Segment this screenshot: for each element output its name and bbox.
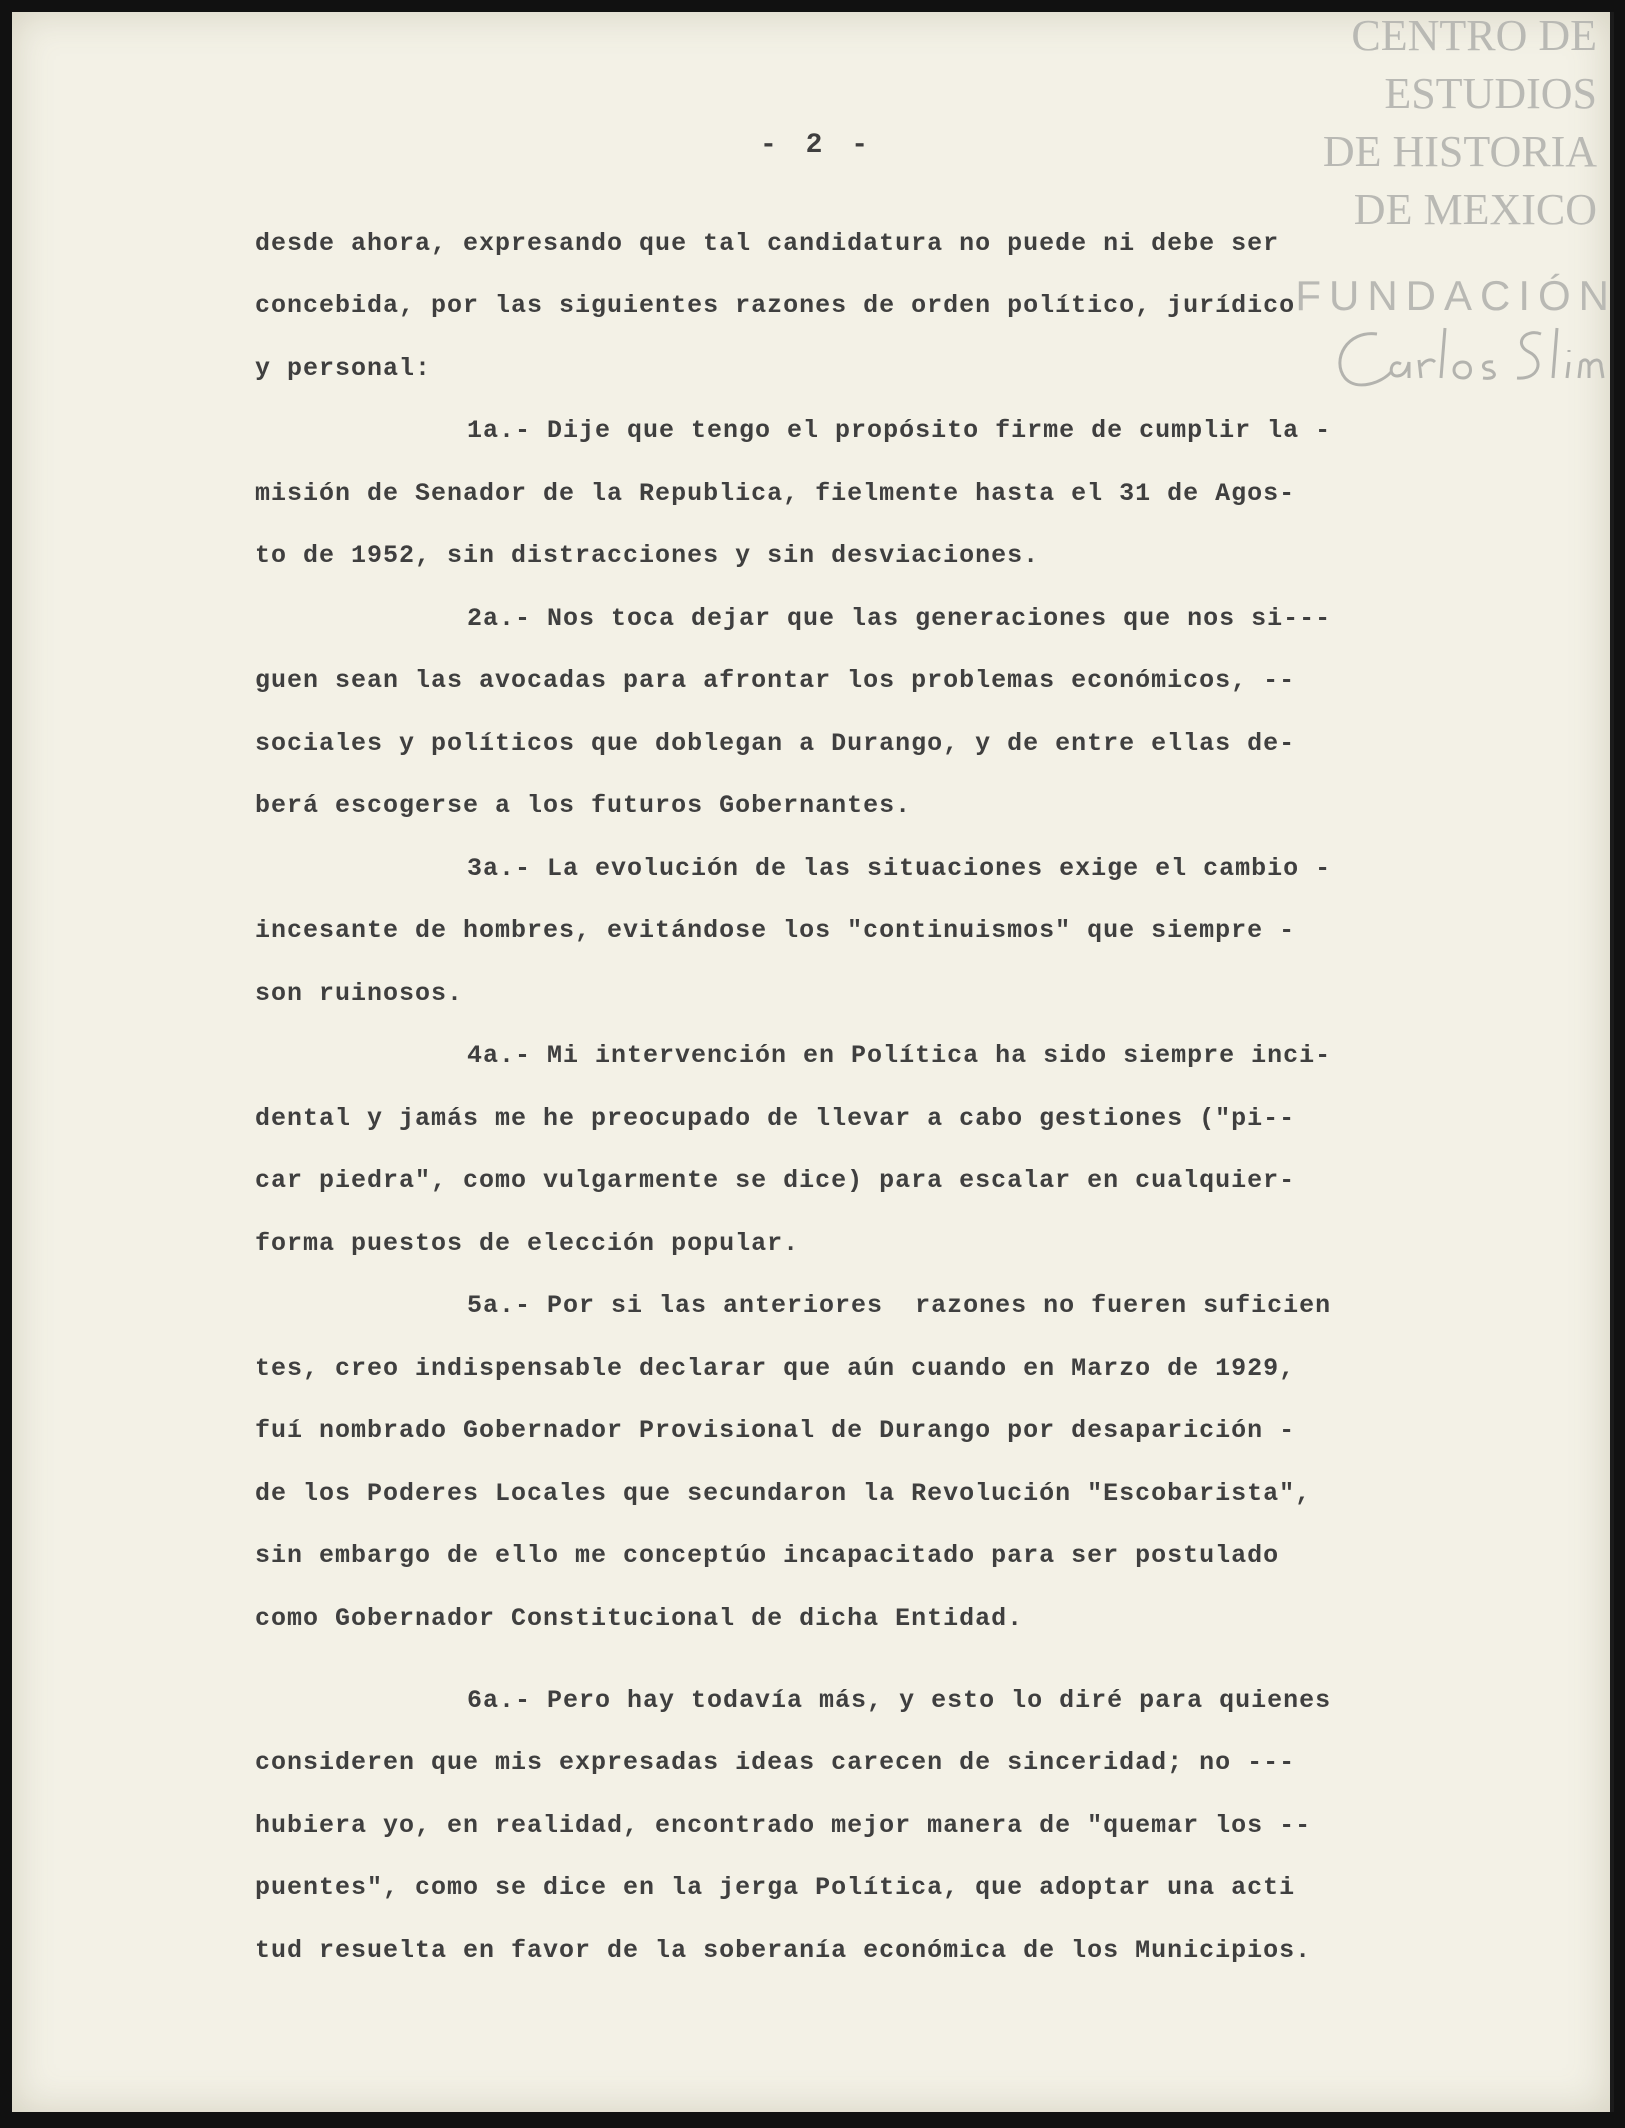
text-line-4: 1a.- Dije que tengo el propósito firme de cumplir la - bbox=[467, 416, 1332, 445]
watermark-foundation: FUNDACIÓN bbox=[1295, 272, 1617, 319]
text-line-20: fuí nombrado Gobernador Provisional de Durango por desaparición - bbox=[255, 1416, 1296, 1445]
watermark-line-1: CENTRO DE bbox=[1351, 11, 1597, 60]
text-line-12: incesante de hombres, evitándose los "continuismos" que siempre - bbox=[255, 916, 1296, 945]
text-line-9: sociales y políticos que doblegan a Durango, y de entre ellas de- bbox=[255, 729, 1296, 758]
text-line-22: sin embargo de ello me conceptúo incapacitado para ser postulado bbox=[255, 1541, 1280, 1570]
archive-watermark bbox=[1295, 0, 1625, 420]
text-line-13: son ruinosos. bbox=[255, 979, 464, 1008]
text-line-10: berá escogerse a los futuros Gobernantes. bbox=[255, 791, 912, 820]
text-line-26: hubiera yo, en realidad, encontrado mejor manera de "quemar los -- bbox=[255, 1811, 1312, 1840]
text-line-24: 6a.- Pero hay todavía más, y esto lo diré para quienes bbox=[467, 1686, 1332, 1715]
text-line-7: 2a.- Nos toca dejar que las generaciones que nos si--- bbox=[467, 604, 1332, 633]
signature-logo-icon bbox=[1317, 320, 1617, 400]
text-line-15: dental y jamás me he preocupado de llevar a cabo gestiones ("pi-- bbox=[255, 1104, 1296, 1133]
text-line-27: puentes", como se dice en la jerga Política, que adoptar una acti bbox=[255, 1873, 1296, 1902]
text-line-25: consideren que mis expresadas ideas carecen de sinceridad; no --- bbox=[255, 1748, 1296, 1777]
text-line-18: 5a.- Por si las anteriores razones no fueren suficien bbox=[467, 1291, 1332, 1320]
text-line-14: 4a.- Mi intervención en Política ha sido siempre inci- bbox=[467, 1041, 1332, 1070]
text-line-28: tud resuelta en favor de la soberanía económica de los Municipios. bbox=[255, 1936, 1312, 1965]
watermark-line-2: ESTUDIOS bbox=[1384, 69, 1597, 118]
text-line-2: concebida, por las siguientes razones de orden político, jurídico bbox=[255, 291, 1296, 320]
text-line-11: 3a.- La evolución de las situaciones exige el cambio - bbox=[467, 854, 1332, 883]
text-line-6: to de 1952, sin distracciones y sin desviaciones. bbox=[255, 541, 1040, 570]
text-line-21: de los Poderes Locales que secundaron la Revolución "Escobarista", bbox=[255, 1479, 1312, 1508]
text-line-5: misión de Senador de la Republica, fielmente hasta el 31 de Agos- bbox=[255, 479, 1296, 508]
text-line-3: y personal: bbox=[255, 354, 432, 383]
text-line-17: forma puestos de elección popular. bbox=[255, 1229, 800, 1258]
text-line-23: como Gobernador Constitucional de dicha Entidad. bbox=[255, 1604, 1024, 1633]
watermark-line-4: DE MEXICO bbox=[1353, 185, 1597, 234]
text-line-19: tes, creo indispensable declarar que aún cuando en Marzo de 1929, bbox=[255, 1354, 1296, 1383]
text-line-8: guen sean las avocadas para afrontar los problemas económicos, -- bbox=[255, 666, 1296, 695]
text-line-16: car piedra", como vulgarmente se dice) para escalar en cualquier- bbox=[255, 1166, 1296, 1195]
watermark-line-3: DE HISTORIA bbox=[1322, 127, 1597, 176]
page-number: - 2 - bbox=[760, 130, 875, 161]
text-line-1: desde ahora, expresando que tal candidatura no puede ni debe ser bbox=[255, 229, 1280, 258]
